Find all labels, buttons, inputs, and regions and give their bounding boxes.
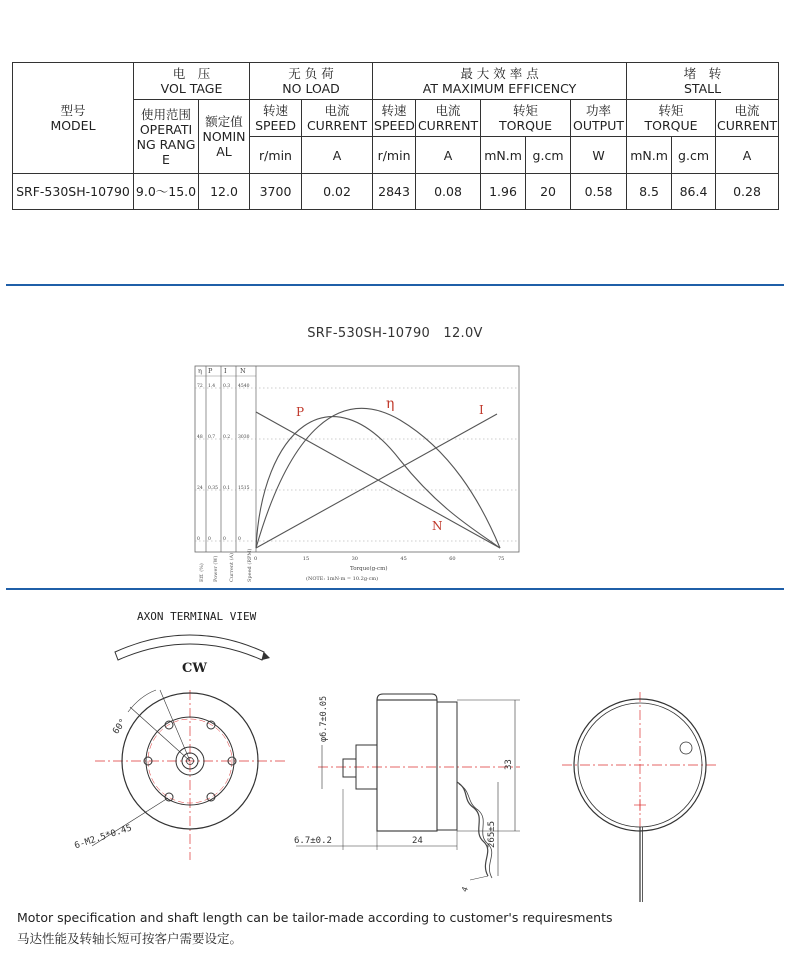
axis-header-speed: N bbox=[240, 367, 246, 375]
axon-terminal-title: AXON TERMINAL VIEW bbox=[137, 610, 257, 623]
cell-me-current: 0.08 bbox=[416, 174, 481, 210]
end-cap bbox=[437, 702, 457, 830]
voltage-header: 电 压 VOL TAGE bbox=[134, 63, 250, 100]
series-i-line bbox=[256, 414, 497, 548]
noload-header: 无 负 荷 NO LOAD bbox=[250, 63, 373, 100]
axon-end-view bbox=[73, 690, 285, 860]
axis-headers bbox=[198, 367, 246, 375]
axis-header-power: P bbox=[208, 367, 213, 375]
performance-chart bbox=[0, 356, 790, 586]
shaft-length-label: 6.7±0.2 bbox=[294, 836, 332, 846]
speed-tick-label: 1515 bbox=[238, 486, 250, 491]
motor-shaft bbox=[343, 759, 356, 777]
motor-rear-view bbox=[562, 692, 718, 902]
dia-label: φ6.7±0.05 bbox=[319, 695, 329, 742]
angle-line-a bbox=[130, 707, 190, 761]
current-tick-label: 0.2 bbox=[223, 435, 231, 440]
spec-table bbox=[12, 62, 779, 210]
series-label-p: P bbox=[296, 405, 305, 419]
power-tick-label: 0.35 bbox=[208, 486, 219, 491]
lead-wire bbox=[457, 782, 488, 876]
cell-st-torque-mnm: 8.5 bbox=[627, 174, 672, 210]
operating-range-header: 使用范围 OPERATING RANGE bbox=[134, 100, 199, 174]
series-label-n: N bbox=[432, 519, 443, 533]
axis-title-eff: Eff. (%) bbox=[199, 563, 205, 582]
cell-st-current: 0.28 bbox=[716, 174, 779, 210]
cell-me-output: 0.58 bbox=[571, 174, 627, 210]
height-label: 33 bbox=[504, 759, 514, 770]
me-speed-header: 转速 SPEED bbox=[373, 100, 416, 137]
cell-nominal: 12.0 bbox=[199, 174, 250, 210]
cell-nl-speed: 3700 bbox=[250, 174, 302, 210]
footnote-cn: 马达性能及转轴长短可按客户需要设定。 bbox=[17, 931, 243, 946]
axis-titles bbox=[198, 548, 253, 582]
unit-st-current: A bbox=[716, 137, 779, 174]
unit-me-speed: r/min bbox=[373, 137, 416, 174]
eff-tick-label: 24 bbox=[197, 486, 203, 491]
series-label-i: I bbox=[479, 403, 484, 417]
eff-tick-label: 0 bbox=[197, 537, 200, 542]
table-row bbox=[13, 174, 779, 210]
speed-tick-label: 4540 bbox=[238, 384, 250, 389]
unit-me-torque-mnm: mN.m bbox=[481, 137, 526, 174]
divider-bottom bbox=[6, 588, 784, 590]
x-axis-label: Torque(g-cm) bbox=[350, 566, 388, 572]
body-length-label: 24 bbox=[412, 836, 423, 846]
x-tick-label: 0 bbox=[254, 556, 258, 562]
unit-me-torque-gcm: g.cm bbox=[526, 137, 571, 174]
chart-title: SRF-530SH-10790 12.0V bbox=[307, 326, 483, 341]
me-output-header: 功率 OUTPUT bbox=[571, 100, 627, 137]
cell-me-torque-gcm: 20 bbox=[526, 174, 571, 210]
eff-tick-label: 72 bbox=[197, 384, 203, 389]
rear-vent-hole bbox=[680, 742, 692, 754]
eff-tick-label: 48 bbox=[197, 435, 203, 440]
hole-label: 6-M2.5*0.45 bbox=[73, 823, 134, 852]
me-current-header: 电流 CURRENT bbox=[416, 100, 481, 137]
series-labels bbox=[296, 396, 484, 533]
nl-speed-header: 转速 SPEED bbox=[250, 100, 302, 137]
current-tick-label: 0.1 bbox=[223, 486, 231, 491]
power-tick-label: 0.7 bbox=[208, 435, 216, 440]
mechanical-drawing bbox=[0, 596, 790, 906]
nominal-header: 额定值 NOMINAL bbox=[199, 100, 250, 174]
x-tick-label: 45 bbox=[400, 556, 407, 562]
gridlines bbox=[195, 388, 519, 541]
model-header: 型号 MODEL bbox=[13, 63, 134, 174]
cell-st-torque-gcm: 86.4 bbox=[672, 174, 716, 210]
lead-length-label: 265±5 bbox=[487, 820, 497, 848]
current-tick-label: 0 bbox=[223, 537, 226, 542]
speed-tick-label: 0 bbox=[238, 537, 241, 542]
series-label-eff: η bbox=[386, 396, 395, 412]
speed-tick-label: 3030 bbox=[238, 435, 250, 440]
axis-header-current: I bbox=[224, 367, 227, 375]
power-tick-label: 0 bbox=[208, 537, 211, 542]
nl-current-header: 电流 CURRENT bbox=[302, 100, 373, 137]
x-tick-labels bbox=[254, 556, 504, 562]
unit-st-torque-mnm: mN.m bbox=[627, 137, 672, 174]
motor-can bbox=[377, 700, 437, 831]
y-tick-labels bbox=[197, 383, 250, 542]
unit-me-current: A bbox=[416, 137, 481, 174]
axis-title-power: Power (W) bbox=[213, 555, 219, 582]
axis-lines bbox=[206, 366, 256, 552]
cell-me-speed: 2843 bbox=[373, 174, 416, 210]
unit-nl-current: A bbox=[302, 137, 373, 174]
axis-header-eff: η bbox=[198, 367, 202, 375]
current-tick-label: 0.3 bbox=[223, 384, 231, 389]
cw-arc bbox=[115, 635, 264, 660]
series-p-curve bbox=[256, 417, 500, 548]
chart-note: (NOTE: 1mN·m = 10.2g·cm) bbox=[306, 576, 379, 582]
divider-top bbox=[6, 284, 784, 286]
footnote-en: Motor specification and shaft length can be tailor-made according to customer's requiresments bbox=[17, 910, 613, 925]
axis-title-current: Current (A) bbox=[229, 552, 235, 582]
st-current-header: 电流 CURRENT bbox=[716, 100, 779, 137]
x-tick-label: 75 bbox=[498, 556, 505, 562]
max-efficiency-header: 最 大 效 率 点 AT MAXIMUM EFFICENCY bbox=[373, 63, 627, 100]
cell-me-torque-mnm: 1.96 bbox=[481, 174, 526, 210]
x-tick-label: 60 bbox=[449, 556, 456, 562]
me-torque-header: 转矩 TORQUE bbox=[481, 100, 571, 137]
x-tick-label: 30 bbox=[351, 556, 358, 562]
unit-nl-speed: r/min bbox=[250, 137, 302, 174]
stall-header: 堵 转 STALL bbox=[627, 63, 779, 100]
axis-title-speed: Speed (RPM) bbox=[247, 548, 253, 582]
cell-nl-current: 0.02 bbox=[302, 174, 373, 210]
st-torque-header: 转矩 TORQUE bbox=[627, 100, 716, 137]
unit-st-torque-gcm: g.cm bbox=[672, 137, 716, 174]
lead-marker-label: 4 bbox=[459, 885, 471, 894]
motor-side-view bbox=[294, 694, 520, 893]
chart-frame bbox=[195, 366, 519, 552]
x-tick-label: 15 bbox=[302, 556, 310, 562]
lead-marker-leader bbox=[470, 876, 488, 880]
can-top-edge bbox=[377, 694, 437, 700]
cell-range: 9.0～15.0 bbox=[134, 174, 199, 210]
angle-label: 60° bbox=[111, 717, 129, 737]
power-tick-label: 1.4 bbox=[208, 384, 216, 389]
unit-me-output: W bbox=[571, 137, 627, 174]
direction-label: CW bbox=[182, 661, 207, 676]
curves bbox=[256, 408, 500, 548]
cell-model: SRF-530SH-10790 bbox=[13, 174, 134, 210]
